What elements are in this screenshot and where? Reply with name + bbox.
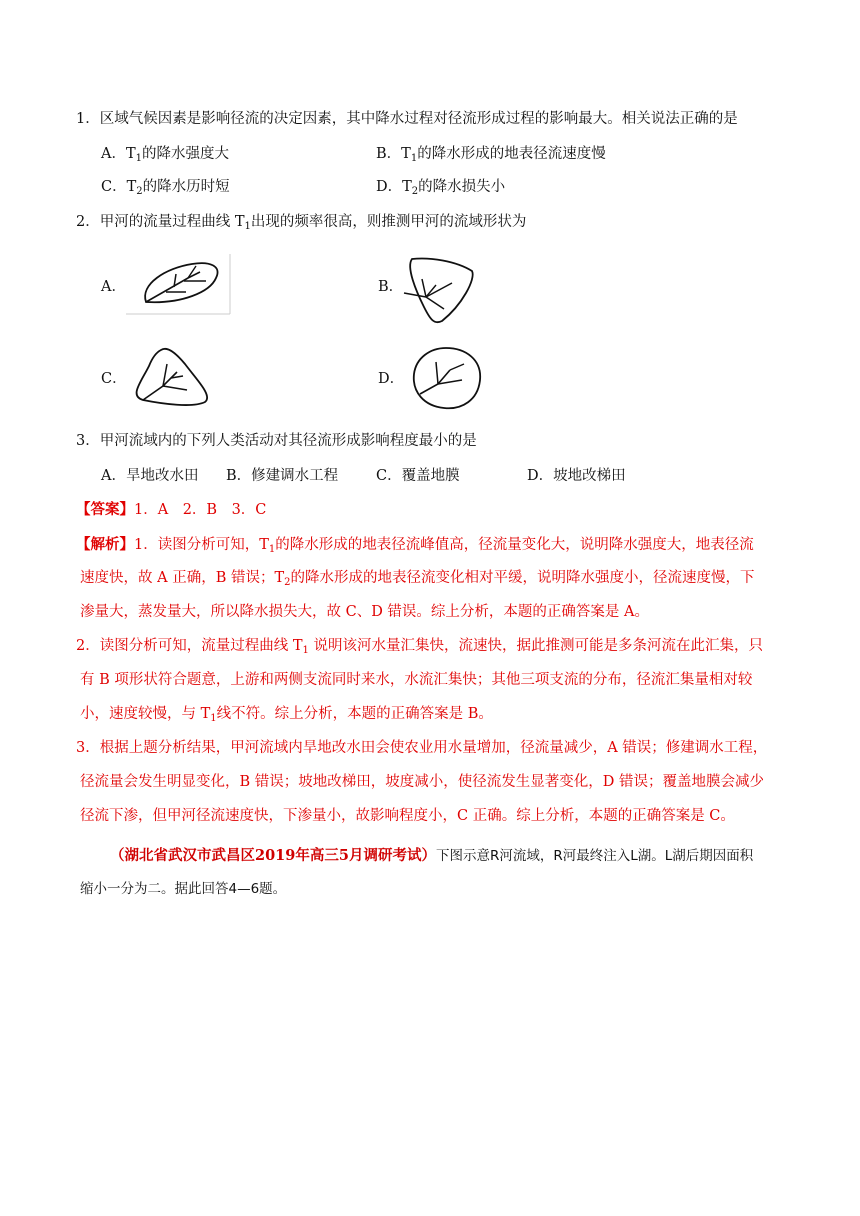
analysis-p1-line1: 【解析】1．读图分析可知，$T_1$的降水形成的地表径流峰值高，径流量变化大，说明降水强度大，地表径流 — [76, 536, 754, 555]
answer-text: 1．A 2．B 3．C — [134, 502, 267, 518]
q2-stem: 2．甲河的流量过程曲线 $T_1$出现的频率很高，则推测甲河的流域形状为 — [76, 214, 527, 232]
analysis-p1-line2: 速度快，故 A 正确，B 错误；$T_2$的降水形成的地表径流变化相对平缓，说明降水强度小，径流速度慢，下 — [80, 570, 755, 588]
analysis-p2-line2: 有 B 项形状符合题意，上游和两侧支流同时来水，水流汇集快；其他三项支流的分布，径流汇集量相对较 — [80, 672, 753, 688]
q1-option-b: B．$T_1$的降水形成的地表径流速度慢 — [376, 146, 606, 164]
basin-shape-a — [126, 254, 232, 316]
q1-option-d: D．$T_2$的降水损失小 — [376, 179, 506, 197]
q3-option-c: C．覆盖地膜 — [376, 468, 460, 484]
q3-option-a: A．旱地改水田 — [101, 468, 199, 484]
intro-line1 — [110, 846, 753, 866]
basin-shape-d — [406, 344, 486, 414]
analysis-p3-line3: 径流下渗，但甲河径流速度快，下渗量小，故影响程度小，C 正确。综上分析，本题的正确答案是 C。 — [80, 808, 735, 824]
q2-option-b-label: B． — [378, 279, 404, 295]
analysis-p3-line2: 径流量会发生明显变化，B 错误；坡地改梯田，坡度减小，使径流发生显著变化，D 错误；覆盖地膜会减少 — [80, 774, 764, 790]
q1-option-a: A．$T_1$的降水强度大 — [101, 146, 230, 164]
q3-option-d: D．坡地改梯田 — [527, 468, 626, 484]
basin-shape-b — [400, 253, 480, 327]
q3-stem: 3．甲河流域内的下列人类活动对其径流形成影响程度最小的是 — [76, 433, 477, 449]
analysis-p1-line3: 渗量大，蒸发量大，所以降水损失大，故 C、D 错误。综上分析，本题的正确答案是 A。 — [80, 604, 650, 620]
analysis-p3-line1: 3．根据上题分析结果，甲河流域内旱地改水田会使农业用水量增加，径流量减少，A 错误；修建调水工程， — [76, 740, 768, 756]
intro-line2: 缩小一分为二。据此回答4—6题。 — [80, 881, 287, 897]
answer-tag: 【答案】 — [76, 501, 134, 518]
analysis-p2-line1: 2．读图分析可知，流量过程曲线 $T_1$ 说明该河水量汇集快，流速快，据此推测可能是多条河流在此汇集，只 — [76, 638, 763, 656]
q2-option-d-label: D． — [378, 371, 405, 387]
q3-option-b: B．修建调水工程 — [226, 468, 339, 484]
q2-option-c-label: C． — [101, 371, 127, 387]
analysis-tag: 【解析】 — [76, 536, 134, 553]
intro-source: （湖北省武汉市武昌区2019年高三5月调研考试） — [110, 847, 436, 864]
q1-stem: 1．区域气候因素是影响径流的决定因素，其中降水过程对径流形成过程的影响最大。相关说法正确的是 — [76, 111, 738, 127]
q2-option-a-label: A． — [101, 279, 126, 295]
answer-line — [76, 500, 266, 520]
q1-option-c: C．$T_2$的降水历时短 — [101, 179, 230, 197]
intro-text-1: 下图示意R河流域，R河最终注入L湖。L湖后期因面积 — [435, 848, 754, 864]
analysis-p2-line3: 小，速度较慢，与 $T_1$线不符。综上分析，本题的正确答案是 B。 — [80, 706, 493, 724]
basin-shape-c — [123, 342, 215, 412]
